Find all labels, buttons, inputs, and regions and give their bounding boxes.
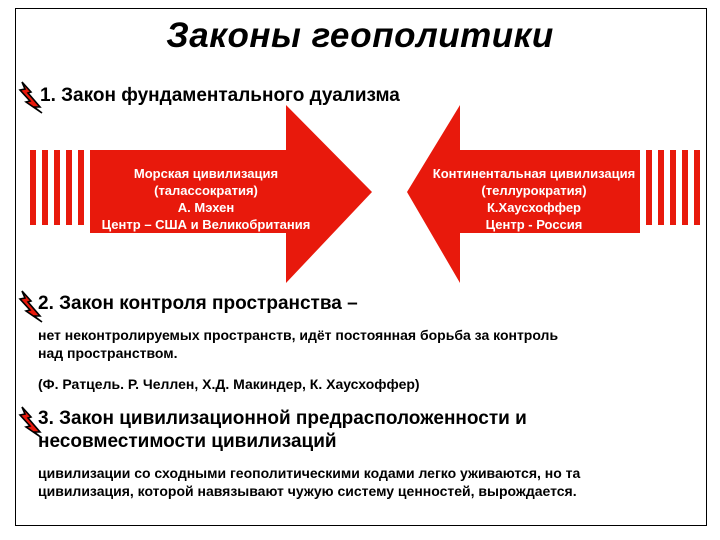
law1-heading: 1. Закон фундаментального дуализма	[40, 85, 400, 106]
law2-text-line2: над пространством.	[38, 345, 178, 361]
law2-heading: 2. Закон контроля пространства –	[38, 293, 358, 314]
law3-text-line2: цивилизация, которой навязывают чужую систему ценностей, вырождается.	[38, 483, 577, 499]
law3-heading-line1: 3. Закон цивилизационной предрасположенности и	[38, 408, 527, 429]
land-line: Континентальная цивилизация	[432, 166, 636, 181]
law3-heading-line2: несовместимости цивилизаций	[38, 431, 337, 452]
law3-text-line1: цивилизации со сходными геополитическими кодами легко уживаются, но та	[38, 465, 581, 481]
sea-line: Морская цивилизация	[133, 166, 279, 181]
land-line: (теллурократия)	[481, 183, 587, 198]
land-line: Центр - Россия	[485, 217, 583, 232]
left-stripe	[54, 150, 60, 225]
law2-authors: (Ф. Ратцель. Р. Челлен, Х.Д. Макиндер, К. Хаусхоффер)	[38, 376, 420, 392]
law2-text-line1: нет неконтролируемых пространств, идёт постоянная борьба за контроль	[38, 327, 559, 343]
land-civilization-text	[418, 165, 650, 233]
left-stripe	[66, 150, 72, 225]
left-stripe	[42, 150, 48, 225]
sea-line: (талассократия)	[154, 183, 258, 198]
right-stripe	[670, 150, 676, 225]
sea-line: А. Мэхен	[177, 200, 235, 215]
land-line: К.Хаусхоффер	[486, 200, 581, 215]
left-stripe	[78, 150, 84, 225]
sea-civilization-text	[86, 165, 326, 233]
right-stripe	[658, 150, 664, 225]
right-stripe	[694, 150, 700, 225]
slide-title: Законы геополитики	[166, 16, 554, 55]
right-stripe	[682, 150, 688, 225]
sea-line: Центр – США и Великобритания	[101, 217, 311, 232]
left-stripe	[30, 150, 36, 225]
